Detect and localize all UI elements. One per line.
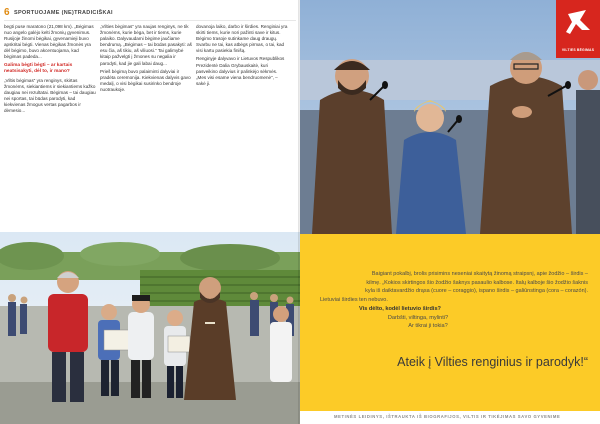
stage-photo [300, 0, 600, 234]
paragraph: dovanoja laiko, darbo ir širdies. Renginiai yra skirti tiems, kurie nori pažinti save ir kitus. Bėgimo trasoje sutinkame daug draugų. Svarbu ne tai, kas atbėgs pirmas, o tai, kad visi kartu pasiekia finišą. [196, 24, 288, 54]
quote-line: Lietuviai širdies ten nebuvo. [320, 296, 388, 303]
group-photo-illustration [0, 232, 300, 424]
text-column-2 [100, 24, 192, 200]
slogan: Ateik į Vilties renginius ir parodyk!“ [397, 355, 588, 369]
quote-line: kilmę. „Kokios skirtingos šio žodžio šaknys pasaulio kalbose. Italų kalboje šio žodžio šaknis [366, 279, 588, 286]
page-number: 6 [4, 7, 10, 18]
paragraph: „Viltis bėgimas“ yra renginys, skirtas žmonėms, siekiantiems ir siekiantiems kažko daugiau nei rezultatai. Bėgimas – tai daugiau nei sportas, tai būdas parodyti, kad kiekvienas žmogus vertas pagarbos ir dėmesio... [4, 77, 96, 114]
brand-logo [556, 0, 600, 58]
paragraph: Renginyje dalyvavo ir Lietuvos Respublikos Prezidentė Dalia Grybauskaitė, kuri pasveikino dalyvius ir palinkėjo sėkmės. „Mes visi esame viena bendruomenė“, – sakė ji. [196, 56, 285, 86]
paragraph: begti puse maratono (21,098 km). „Bėgimas nuo angelo galėjo kelti žmonių gyvenimus. Rusijoje žinomi bėgikai, gyvenamieji buvo apskritai bėgti. Vienas bėgikas žmonės yra dėl bėgimo, buvo akcentuojama, kad bėgimas padeda... [4, 24, 94, 60]
paragraph: Prieš bėgimą buvo palaiminti dalyviai ir pradėta ceremonija. Kiekvienas dalyvis gavo medalį, o visi bėgikai susirinko bendroje nuotraukoje. [100, 68, 191, 92]
paragraph: „Vilties bėgimas“ yra naujas renginys, ne tik žmonėms, kurie bėga, bet ir tiems, kurie palaiko. Dalyvaudami bėgime jaučiame bendrumą. „Bėgimas – tai būdas pasakyti: aš esu čia, aš tikiu, aš viliuosi.“ Tai galimybė kitaip pažvelgti į žmones su negalia ir parodyti, kad jie gali labai daug... [100, 24, 192, 66]
stage-photo-illustration [300, 0, 600, 234]
text-column-1 [4, 24, 96, 200]
text-column-3 [196, 24, 288, 200]
footer-text: METINĖS LEIDINYS, IŠTRAUKTA IŠ BIOGRAFIJOS, VILTIS IR TIKĖJIMAS SAVO GYVENIME [334, 414, 561, 419]
group-photo [0, 232, 300, 424]
right-page [300, 0, 600, 424]
quote-paragraph [318, 270, 588, 304]
answer-line: Ar tikrai ji tokia? [408, 323, 448, 330]
section-divider [4, 20, 296, 21]
quote-line: kyla iš daiktavardžio drąsa (cuore – coraggio), ispano širdis – galiūnstinga (cora – corazón). [365, 288, 588, 295]
answer-line: Darbšti, viltinga, mylinti? [387, 314, 449, 321]
runner-logo-icon [556, 0, 600, 44]
question-bold: Vis dėlto, kodėl lietuvio širdis? [359, 306, 441, 312]
quote-questions [318, 305, 458, 331]
section-title: SPORTUOJAME (NE)TRADICIŠKAI [14, 10, 113, 16]
logo-text: VILTIES BĖGIMAS [561, 48, 595, 52]
subheading: Galima bėgti bėgti – ar kartais neatsisakyti, dėl to, ir mano? [4, 62, 73, 74]
quote-line: Baigiant pokalbį, brolis prisimins neseniai skaitytą žinomą straipsnį, apie žodžio – širdis – [371, 271, 588, 277]
